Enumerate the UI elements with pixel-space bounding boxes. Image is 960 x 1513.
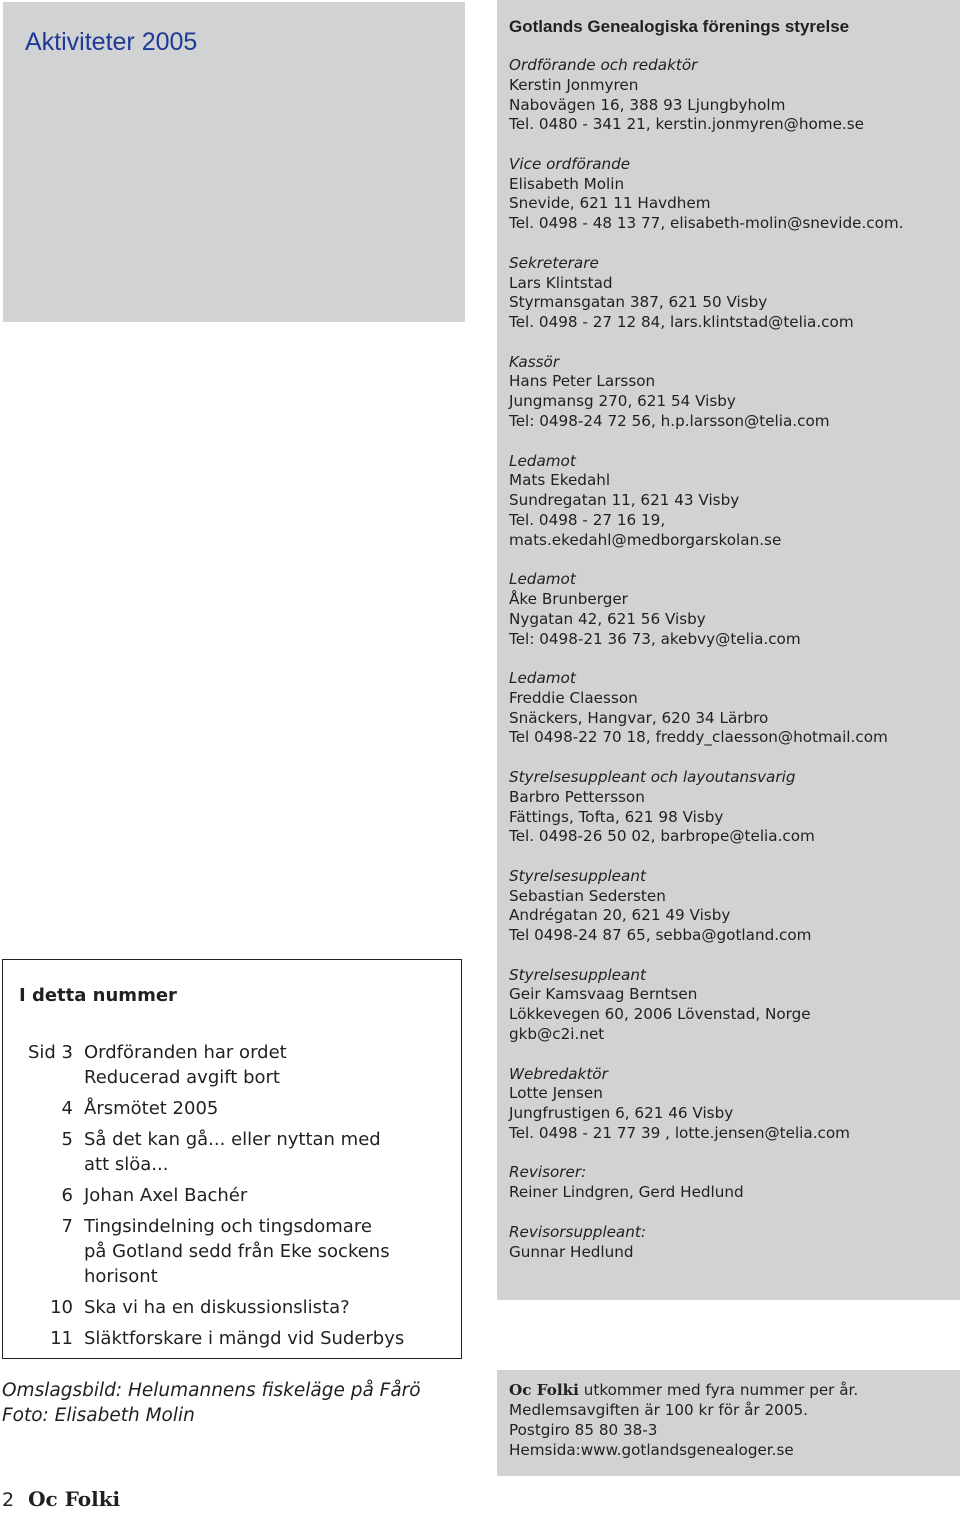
member-detail-line: Gunnar Hedlund: [509, 1242, 634, 1261]
member-role: Styrelsesuppleant: [509, 866, 646, 885]
toc-page-number: 11: [50, 1328, 73, 1349]
toc-title-line: Tingsindelning och tingsdomare: [84, 1216, 372, 1237]
member-role: Ledamot: [509, 570, 576, 589]
page-number: 2: [2, 1489, 15, 1511]
board-member-list: [509, 56, 955, 1282]
toc-title-line: Släktforskare i mängd vid Suderbys: [84, 1328, 405, 1349]
board-member: [509, 155, 955, 234]
toc-article-title: [84, 1326, 461, 1351]
board-member: [509, 1223, 955, 1263]
board-member: [509, 254, 955, 333]
member-role: Kassör: [509, 352, 560, 371]
member-role: Ordförande och redaktör: [509, 56, 698, 74]
toc-article-title: [84, 1214, 461, 1289]
toc-article-title: [84, 1183, 461, 1208]
member-detail-line: Tel 0498-22 70 18, freddy_claesson@hotmail.com: [509, 728, 888, 747]
board-member: [509, 56, 955, 135]
footer-magazine-name: Oc Folki: [28, 1487, 121, 1511]
toc-row: [3, 1183, 461, 1208]
membership-fee-line: Medlemsavgiften är 100 kr för år 2005.: [509, 1401, 808, 1419]
member-detail-line: Åke Brunberger: [509, 589, 628, 608]
board-member: [509, 570, 955, 649]
board-member: [509, 768, 955, 847]
member-detail-line: gkb@c2i.net: [509, 1025, 605, 1044]
toc-page-number: Sid 3: [27, 1042, 73, 1063]
member-detail-line: Styrmansgatan 387, 621 50 Visby: [509, 293, 768, 312]
toc-title-line: att slöa...: [84, 1154, 169, 1175]
member-detail-line: Lökkevegen 60, 2006 Lövenstad, Norge: [509, 1005, 811, 1024]
member-role: Ledamot: [509, 669, 576, 688]
board-member: [509, 867, 955, 946]
postgiro-line: Postgiro 85 80 38-3: [509, 1421, 658, 1439]
toc-title-line: Årsmötet 2005: [84, 1098, 219, 1119]
member-detail-line: Kerstin Jonmyren: [509, 75, 639, 94]
member-role: Vice ordförande: [509, 154, 631, 173]
member-detail-line: Fättings, Tofta, 621 98 Visby: [509, 807, 724, 826]
publication-frequency-line: [509, 1380, 858, 1400]
toc-page-number: 5: [61, 1129, 73, 1150]
toc-title-line: horisont: [84, 1266, 158, 1287]
member-detail-line: Sundregatan 11, 621 43 Visby: [509, 491, 740, 510]
member-detail-line: Hans Peter Larsson: [509, 372, 656, 391]
member-role: Sekreterare: [509, 253, 599, 272]
toc-title-line: på Gotland sedd från Eke sockens: [84, 1241, 390, 1262]
toc-title-line: Ska vi ha en diskussionslista?: [84, 1297, 350, 1318]
member-detail-line: Elisabeth Molin: [509, 174, 625, 193]
board-member: [509, 966, 955, 1045]
board-member: [509, 353, 955, 432]
table-of-contents: [3, 1040, 461, 1357]
member-detail-line: Mats Ekedahl: [509, 471, 611, 490]
toc-row: [3, 1040, 461, 1090]
toc-article-title: [84, 1127, 461, 1177]
member-detail-line: Tel: 0498-24 72 56, h.p.larsson@telia.com: [509, 412, 830, 431]
member-detail-line: Sebastian Sedersten: [509, 886, 666, 905]
homepage-line: Hemsida:www.gotlandsgenealoger.se: [509, 1441, 794, 1459]
member-detail-line: Lotte Jensen: [509, 1084, 603, 1103]
member-detail-line: Barbro Pettersson: [509, 787, 645, 806]
activities-box: [3, 2, 465, 322]
board-member: [509, 1065, 955, 1144]
member-detail-line: Freddie Claesson: [509, 688, 638, 707]
member-detail-line: Tel. 0498 - 27 12 84, lars.klintstad@telia.com: [509, 313, 854, 332]
toc-article-title: [84, 1040, 461, 1090]
member-detail-line: Tel. 0480 - 341 21, kerstin.jonmyren@home.se: [509, 115, 865, 134]
toc-page-number: 7: [61, 1216, 73, 1237]
member-detail-line: Jungmansg 270, 621 54 Visby: [509, 392, 736, 411]
board-member: [509, 1163, 955, 1203]
toc-article-title: [84, 1295, 461, 1320]
member-detail-line: Tel. 0498 - 27 16 19,: [509, 510, 666, 529]
member-detail-line: Tel 0498-24 87 65, sebba@gotland.com: [509, 926, 812, 945]
member-detail-line: Tel: 0498-21 36 73, akebvy@telia.com: [509, 629, 801, 648]
toc-page-number: 10: [50, 1297, 73, 1318]
cover-caption: [2, 1378, 421, 1428]
board-member: [509, 452, 955, 551]
member-detail-line: Tel. 0498 - 48 13 77, elisabeth-molin@snevide.com.: [509, 214, 904, 233]
member-role: Revisorer:: [509, 1163, 587, 1182]
photo-credit-line: Foto: Elisabeth Molin: [2, 1405, 195, 1426]
toc-title-line: Ordföranden har ordet: [84, 1042, 287, 1063]
member-detail-line: Nabovägen 16, 388 93 Ljungbyholm: [509, 95, 786, 114]
toc-row: [3, 1127, 461, 1177]
toc-title-line: Johan Axel Bachér: [84, 1185, 248, 1206]
cover-caption-line: Omslagsbild: Helumannens fiskeläge på Fårö: [2, 1380, 421, 1401]
member-detail-line: Nygatan 42, 621 56 Visby: [509, 609, 706, 628]
toc-row: [3, 1295, 461, 1320]
member-role: Styrelsesuppleant: [509, 965, 646, 984]
member-role: Styrelsesuppleant och layoutansvarig: [509, 767, 796, 786]
member-detail-line: Lars Klintstad: [509, 273, 613, 292]
member-detail-line: Tel. 0498-26 50 02, barbrope@telia.com: [509, 827, 815, 846]
publication-frequency-text: utkommer med fyra nummer per år.: [578, 1381, 859, 1399]
toc-page-number: 4: [61, 1098, 73, 1119]
toc-page-number: 6: [61, 1185, 73, 1206]
board-panel: [497, 0, 960, 1300]
member-detail-line: mats.ekedahl@medborgarskolan.se: [509, 530, 782, 549]
magazine-info-box: [497, 1370, 960, 1476]
member-detail-line: Jungfrustigen 6, 621 46 Visby: [509, 1104, 734, 1123]
toc-row: [3, 1214, 461, 1289]
member-role: Ledamot: [509, 451, 576, 470]
board-member: [509, 669, 955, 748]
member-detail-line: Snäckers, Hangvar, 620 34 Lärbro: [509, 708, 769, 727]
member-detail-line: Tel. 0498 - 21 77 39 , lotte.jensen@telia.com: [509, 1123, 850, 1142]
member-detail-line: Reiner Lindgren, Gerd Hedlund: [509, 1183, 744, 1202]
magazine-name: Oc Folki: [509, 1381, 579, 1399]
activities-title: Aktiviteter 2005: [25, 28, 198, 56]
member-detail-line: Snevide, 621 11 Havdhem: [509, 194, 711, 213]
toc-article-title: [84, 1096, 461, 1121]
member-detail-line: Andrégatan 20, 621 49 Visby: [509, 906, 731, 925]
contents-heading: I detta nummer: [19, 985, 177, 1006]
page-footer: [2, 1486, 120, 1513]
toc-row: [3, 1326, 461, 1351]
toc-title-line: Reducerad avgift bort: [84, 1067, 280, 1088]
member-detail-line: Geir Kamsvaag Berntsen: [509, 985, 698, 1004]
member-role: Webredaktör: [509, 1064, 608, 1083]
board-heading: Gotlands Genealogiska förenings styrelse: [509, 17, 850, 36]
toc-row: [3, 1096, 461, 1121]
contents-box: [2, 959, 462, 1359]
toc-title-line: Så det kan gå... eller nyttan med: [84, 1129, 381, 1150]
member-role: Revisorsuppleant:: [509, 1222, 646, 1241]
